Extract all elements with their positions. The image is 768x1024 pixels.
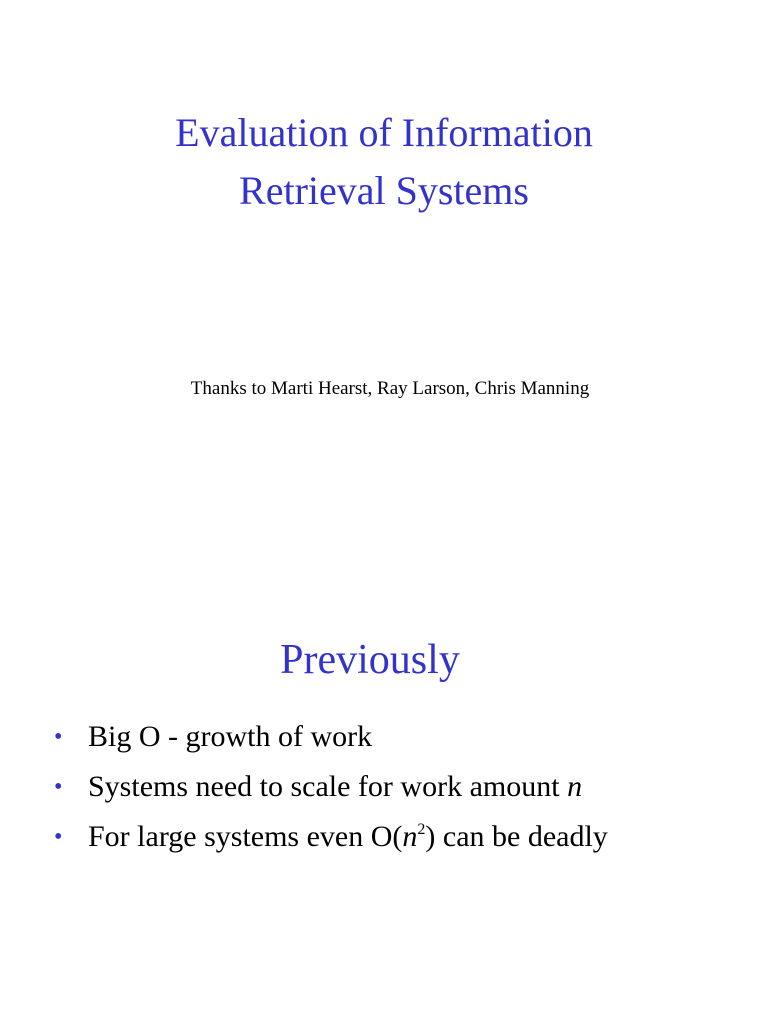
slide-title: Previously [280, 637, 460, 683]
bullet-item [54, 762, 754, 812]
bullet-icon: • [54, 724, 63, 750]
bullet-icon: • [54, 774, 63, 800]
title-line-1: Evaluation of Information [175, 110, 593, 155]
exponent: 2 [417, 821, 426, 838]
bullet-item [54, 812, 754, 862]
title-line-2: Retrieval Systems [239, 168, 529, 213]
bullet-text-suffix: ) can be deadly [425, 820, 608, 853]
credits: Thanks to Marti Hearst, Ray Larson, Chris Manning [190, 378, 590, 399]
bullet-text-prefix: For large systems even O( [88, 820, 403, 853]
bullet-text: Big O - growth of work [88, 720, 373, 753]
slide-2 [0, 512, 768, 1024]
variable-n: n [567, 770, 583, 803]
bullet-item [54, 712, 754, 762]
bullet-list [54, 712, 754, 862]
bullet-text: Systems need to scale for work amount [88, 770, 568, 803]
slide-title [0, 104, 768, 220]
bullet-icon: • [54, 824, 63, 850]
variable-n: n [402, 820, 418, 853]
